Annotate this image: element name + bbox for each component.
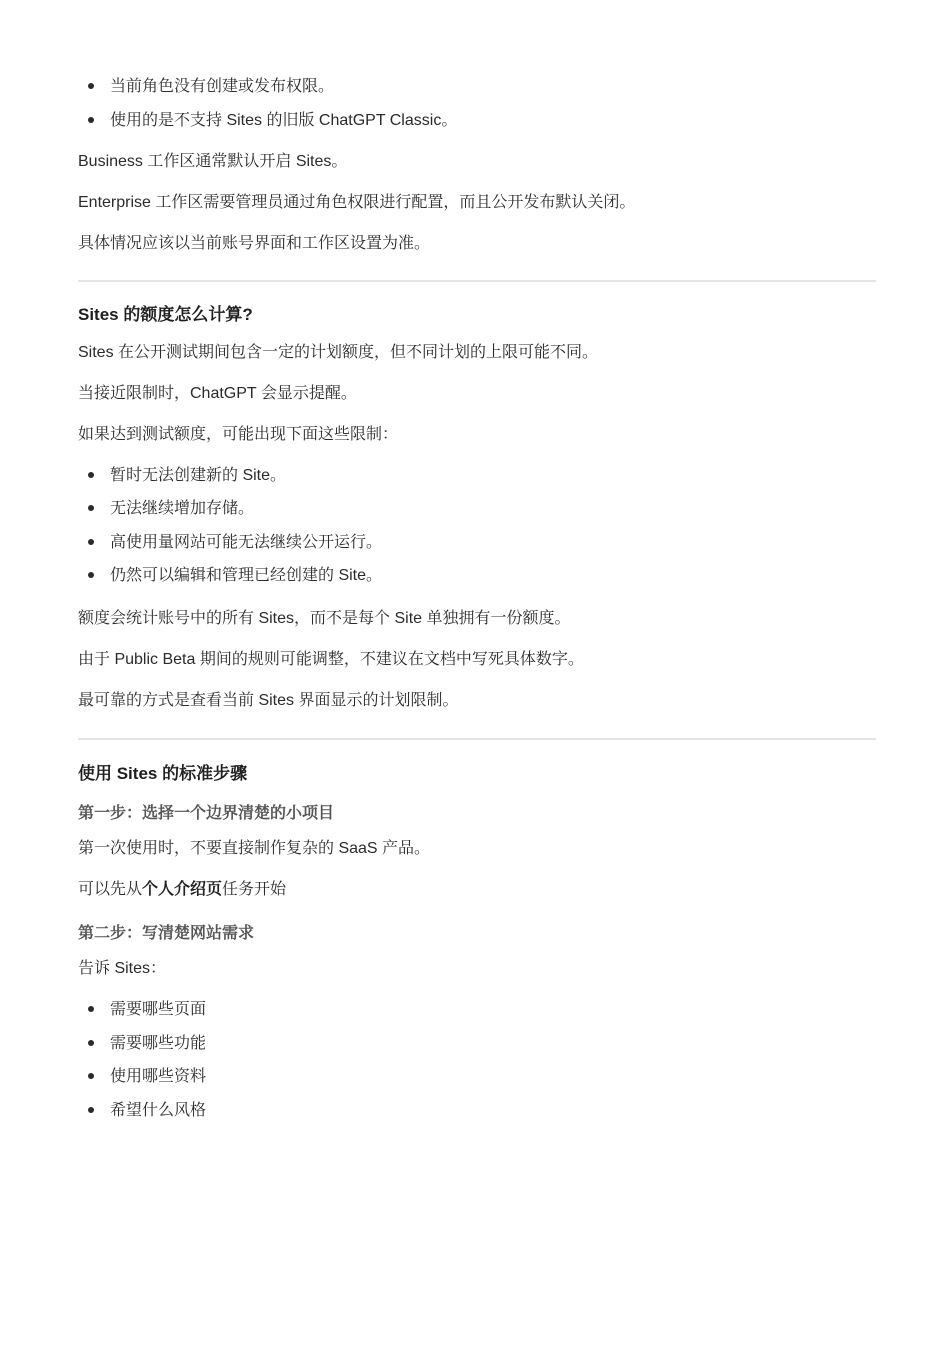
bold-text: 个人介绍页 — [142, 881, 223, 898]
list-item: 仍然可以编辑和管理已经创建的 Site。 — [78, 565, 876, 586]
list-item: 使用的是不支持 Sites 的旧版 ChatGPT Classic。 — [78, 110, 876, 131]
paragraph: 最可靠的方式是查看当前 Sites 界面显示的计划限制。 — [78, 692, 459, 709]
list-item: 使用哪些资料 — [78, 1066, 876, 1087]
document-content — [78, 76, 876, 1121]
intro-bullet-list — [78, 76, 876, 131]
paragraph: Enterprise 工作区需要管理员通过角色权限进行配置，而且公开发布默认关闭。 — [78, 193, 636, 211]
paragraph: 第一次使用时，不要直接制作复杂的 SaaS 产品。 — [78, 840, 431, 857]
list-item: 无法继续增加存储。 — [78, 498, 876, 519]
paragraph: Sites 在公开测试期间包含一定的计划额度，但不同计划的上限可能不同。 — [78, 343, 599, 361]
list-item: 当前角色没有创建或发布权限。 — [78, 76, 876, 97]
section-divider — [78, 738, 876, 740]
paragraph: 如果达到测试额度，可能出现下面这些限制： — [78, 425, 399, 443]
list-item: 需要哪些页面 — [78, 999, 876, 1020]
step-2-title: 第二步：写清楚网站需求 — [78, 925, 255, 942]
section-heading-quota: Sites 的额度怎么计算? — [78, 304, 253, 324]
paragraph: 告诉 Sites： — [78, 960, 167, 977]
step-1-title: 第一步：选择一个边界清楚的小项目 — [78, 805, 335, 822]
step-2-bullet-list — [78, 999, 876, 1121]
paragraph: 由于 Public Beta 期间的规则可能调整，不建议在文档中写死具体数字。 — [78, 651, 584, 668]
paragraph: Business 工作区通常默认开启 Sites。 — [78, 152, 348, 170]
quota-bullet-list — [78, 465, 876, 587]
text-fragment: 可以先从 — [78, 881, 143, 898]
text-fragment: 任务开始 — [222, 881, 287, 898]
list-item: 希望什么风格 — [78, 1100, 876, 1121]
paragraph: 具体情况应该以当前账号界面和工作区设置为准。 — [78, 234, 431, 252]
list-item: 需要哪些功能 — [78, 1033, 876, 1054]
paragraph: 当接近限制时，ChatGPT 会显示提醒。 — [78, 384, 357, 402]
paragraph: 额度会统计账号中的所有 Sites，而不是每个 Site 单独拥有一份额度。 — [78, 610, 571, 627]
paragraph — [78, 879, 876, 900]
section-heading-steps: 使用 Sites 的标准步骤 — [78, 764, 248, 783]
list-item: 暂时无法创建新的 Site。 — [78, 465, 876, 486]
list-item: 高使用量网站可能无法继续公开运行。 — [78, 532, 876, 553]
section-divider — [78, 280, 876, 282]
